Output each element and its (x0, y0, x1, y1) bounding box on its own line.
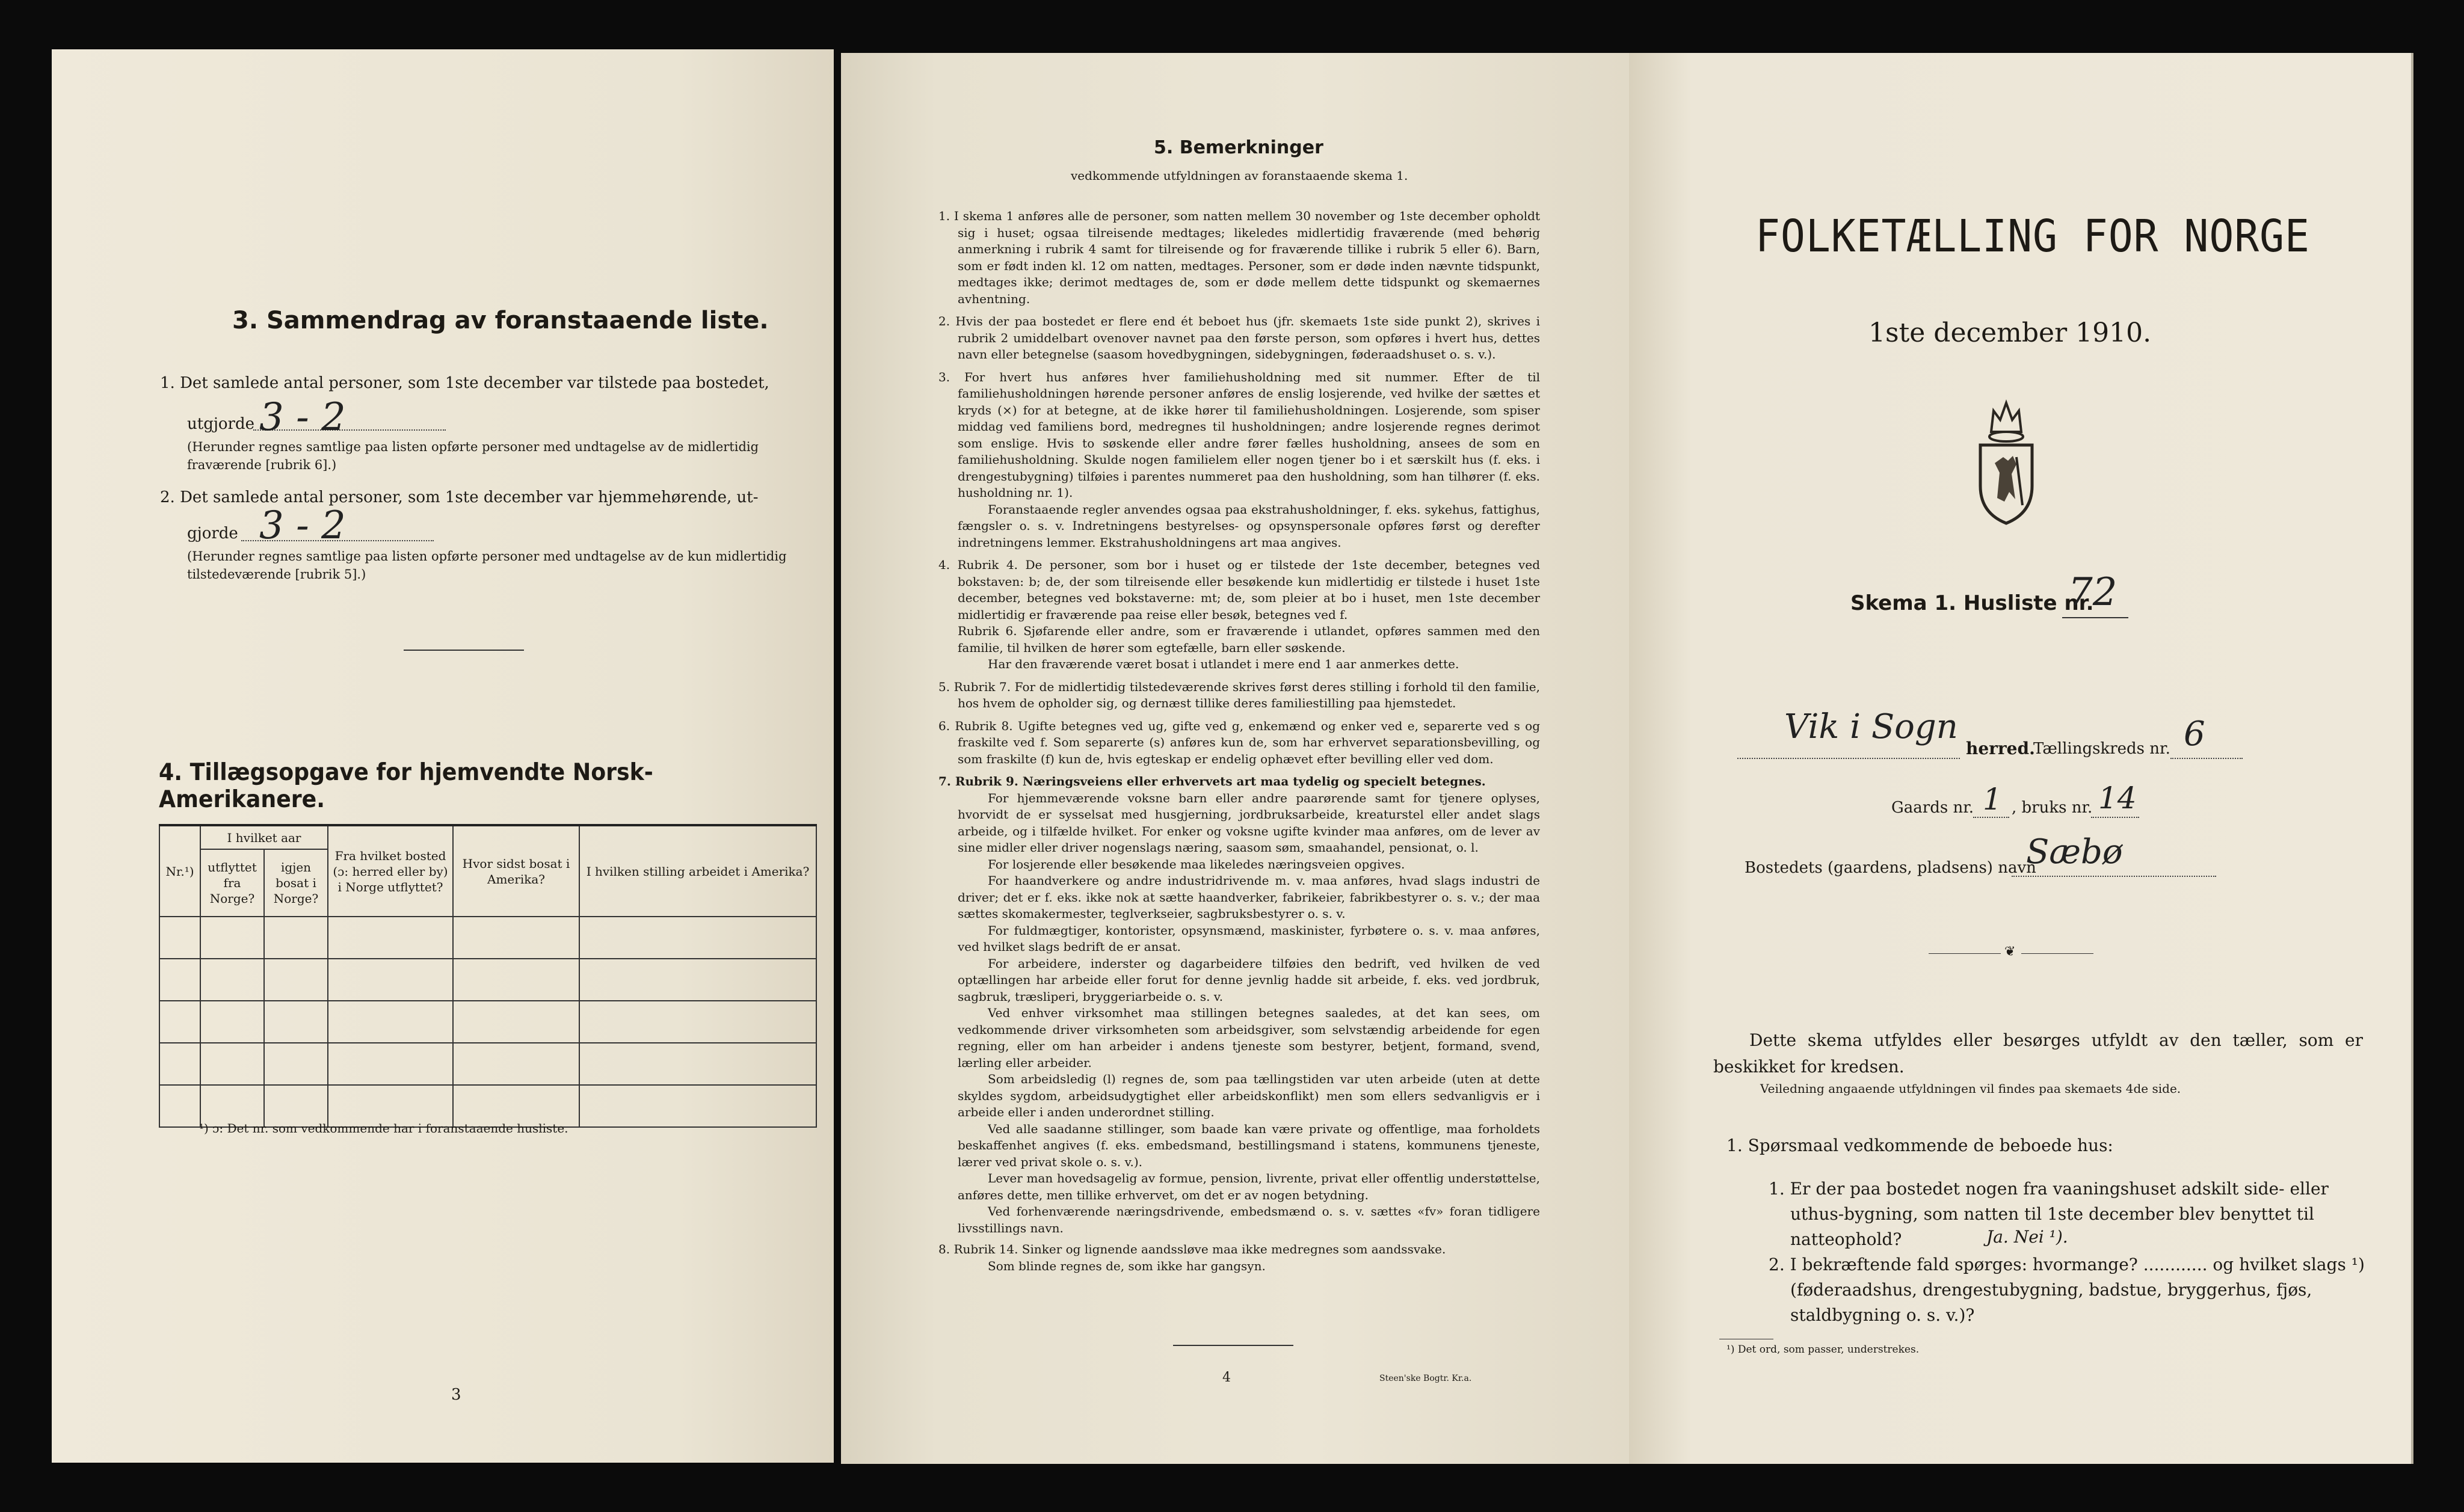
remark-6: 6. Rubrik 8. Ugifte betegnes ved ug, gifte ved g, enkemænd og enker ved e, separerte ved s og fraskilte ved f. Som separerte (s) anføres kun de, som har erhvervet separationsbevilling, og som fraskilte (f) kun de, hvis egteskap er endelig ophævet efter bevilling eller ved dom. (938, 718, 1540, 766)
col-stilling: I hvilken stilling arbeidet i Amerika? (579, 825, 816, 917)
gaards-value: 1 (1983, 782, 2002, 817)
left-footnote: ¹) ɔ: Det nr. som vedkommende har i foranstaaende husliste. (199, 1121, 568, 1136)
table-row (159, 959, 816, 1001)
remark-1: 1. I skema 1 anføres alle de personer, som natten mellem 30 november og 1ste december opholdt sig i huset; ogsaa tilreisende medtages; likeledes midlertidig fraværende (med behørig anmerkning i rubrik 4 samt for tilreisende og for fraværende tillike i rubrik 5 eller 6). Barn, som er født inden kl. 12 om natten, medtages. Personer, som er døde inden nævnte tidspunkt, medtages ikke; derimot medtages de, som er døde mellem dette tidspunkt og skemaernes avhentning. (938, 209, 1540, 306)
bosted-label: Bostedets (gaardens, pladsens) navn (1745, 859, 2036, 877)
col-nr: Nr.¹) (159, 825, 200, 917)
col-fra-bosted: Fra hvilket bosted (ɔ: herred eller by) i Norge utflyttet? (328, 825, 453, 917)
remark-7e: For arbeidere, inderster og dagarbeidere tilføies den bedrift, ved hvilken de ved optællingen har arbeide eller forut for denne jevnlig hadde sit arbeide, f. eks. ved jordbruk, sagbruk, træsliperi, bryggeriarbeide o. s. v. (958, 956, 1540, 1004)
col-utflyttet: utflyttet fra Norge? (200, 849, 264, 917)
ornament-rule-left (1929, 953, 2001, 954)
item2-note: (Herunder regnes samtlige paa listen opførte personer med undtagelse av de kun midlertidig tilstedeværende [rubrik 5].) (187, 549, 787, 582)
remark-7d: For fuldmægtiger, kontorister, opsynsmænd, maskinister, fyrbøtere o. s. v. maa anføres, ved hvilket slags bedrift de er ansat. (958, 923, 1540, 954)
section4-title: 4. Tillægsopgave for hjemvendte Norsk-Amerikanere. (159, 759, 653, 813)
husliste-number: 72 (2068, 570, 2118, 615)
kreds-value: 6 (2184, 715, 2205, 754)
printer-imprint: Steen'ske Bogtr. Kr.a. (1379, 1374, 1472, 1383)
question-1-answer: Ja. Nei ¹). (1984, 1227, 2068, 1247)
question-1: 1. Er der paa bostedet nogen fra vaaningshuset adskilt side- eller uthus-bygning, som natten til 1ste december blev benyttet til natteophold? (1769, 1179, 2329, 1249)
ornament-icon: ❦ (2004, 944, 2016, 959)
husliste-line (2062, 617, 2128, 618)
col-group-aar: I hvilket aar (200, 825, 328, 849)
bruks-value: 14 (2098, 781, 2137, 816)
bosted-dotline (2012, 876, 2216, 877)
intro-note: Veiledning angaaende utfyldningen vil findes paa skemaets 4de side. (1760, 1081, 2181, 1096)
remark-7a: For hjemmeværende voksne barn eller andre paarørende samt for tjenere oplyses, hvorvidt de er sysselsat med husgjerning, jordbruksarbeide, kreaturstel eller andet slags arbeide, og i tilfælde hvilket. For enker og voksne ugifte kvinder maa anføres, om de lever av sine midler eller driver nogenslags næring, saasom søm, smaahandel, pensionat, o. l. (958, 790, 1540, 855)
question-2: 2. I bekræftende fald spørges: hvormange? ............ og hvilket slags ¹) (føderaadshus, drengestubygning, badstue, bryggerhus, fjøs, staldbygning o. s. v.)? (1769, 1255, 2365, 1325)
item1-note: (Herunder regnes samtlige paa listen opførte personer med undtagelse av de midlertidig fraværende [rubrik 6].) (187, 440, 759, 472)
main-title: FOLKETÆLLING FOR NORGE (1755, 211, 2310, 262)
remark-5: 5. Rubrik 7. For de midlertidig tilstedeværende skrives først deres stilling i forhold til den familie, hos hvem de opholder sig, og dernæst tillike deres familiestilling paa hjemstedet. (938, 679, 1540, 710)
table-row (159, 1001, 816, 1043)
remark-2: 2. Hvis der paa bostedet er flere end ét beboet hus (jfr. skemaets 1ste side punkt 2), skrives i rubrik 2 umiddelbart ovenover navnet paa den første person, som opføres i hvert hus, dettes navn eller betegnelse (saasom hovedbygningen, sidebygningen, føderaadshuset o. s. v.). (938, 314, 1540, 361)
left-page (52, 49, 834, 1463)
remark-7b: For losjerende eller besøkende maa likeledes næringsveien opgives. (988, 856, 1405, 871)
remark-8b: Som blinde regnes de, som ikke har gangsyn. (988, 1258, 1266, 1273)
remark-7h: Ved alle saadanne stillinger, som baade kan være private og offentlige, maa forholdets beskaffenhet angives (f. eks. embedsmand, bestillingsmand i statens, kommunens tjeneste, lærer ved privat skole o. s. v.). (958, 1121, 1540, 1169)
bruks-dotline (2091, 817, 2139, 818)
item2-value: 3 - 2 (259, 503, 346, 548)
col-hvor-bosat: Hvor sidst bosat i Amerika? (453, 825, 579, 917)
remark-7g: Som arbeidsledig (l) regnes de, som paa tællingstiden var uten arbeide (uten at dette skyldes sygdom, arbeidsudygtighet eller arbeidskonflikt) men som ellers sedvanligvis er i arbeide eller i anden underordnet stilling. (958, 1072, 1540, 1119)
item1-line: 1. Det samlede antal personer, som 1ste december var tilstede paa bostedet, (160, 374, 769, 392)
item1-prefix: utgjorde (187, 415, 255, 433)
remark-4b: Rubrik 6. Sjøfarende eller andre, som er fraværende i utlandet, opføres sammen med den familie, til hvilken de hører som egtefælle, barn eller søskende. (958, 624, 1540, 655)
bruks-label: , bruks nr. (2012, 799, 2093, 817)
bosted-value: Sæbø (2026, 832, 2123, 871)
remark-7: 7. Rubrik 9. Næringsveiens eller erhvervets art maa tydelig og specielt betegnes. (938, 774, 1486, 788)
gaards-dotline (1973, 817, 2009, 818)
kreds-label: Tællingskreds nr. (2033, 740, 2170, 758)
herred-value: Vik i Sogn (1784, 707, 1958, 746)
item1-value: 3 - 2 (259, 395, 346, 440)
remark-7j: Ved forhenværende næringsdrivende, embedsmænd o. s. v. sættes «fv» foran tidligere livsstillings navn. (958, 1204, 1540, 1235)
remark-7i: Lever man hovedsagelig av formue, pension, livrente, privat eller offentlig understøttelse, anføres dette, men tillike erhvervet, om det er av nogen betydning. (958, 1171, 1540, 1202)
ornament-rule-right (2021, 953, 2093, 954)
section3-title: 3. Sammendrag av foranstaaende liste. (232, 307, 769, 334)
right-footnote: ¹) Det ord, som passer, understrekes. (1726, 1344, 1920, 1356)
table-row (159, 917, 816, 959)
remark-3: 3. For hvert hus anføres hver familiehusholdning med sit nummer. Efter de til familiehusholdningen hørende personer anføres de enslig losjerende, ved hvilke der sættes et kryds (×) for at betegne, at de ikke hører til familiehusholdningen. Losjerende, som spiser middag ved familiens bord, medregnes til husholdningen; andre losjerende regnes derimot som enslige. Hvis to søskende eller andre fører fælles husholdning, ansees de som en familiehusholdning. Skulde nogen familielem eller nogen tjener bo i et særskilt hus (f. eks. i drengestubygning) tilføies i parentes nummeret paa den husholdning, som han tilhører (f. eks. husholdning nr. 1). (938, 369, 1540, 500)
questions-header: 1. Spørsmaal vedkommende de beboede hus: (1726, 1136, 2113, 1155)
remark-8: 8. Rubrik 14. Sinker og lignende aandssløve maa ikke medregnes som aandssvake. (938, 1242, 1446, 1256)
kreds-dotline (2170, 758, 2243, 759)
middle-page (841, 53, 1630, 1464)
remark-7f: Ved enhver virksomhet maa stillingen betegnes saaledes, at det kan sees, om vedkommende driver virksomheten som arbeidsgiver, som selvstændig arbeidende for egen regning, eller om han arbeider i andens tjeneste som bestyrer, betjent, formand, svend, lærling eller arbeider. (958, 1006, 1540, 1070)
herred-dotline (1737, 758, 1960, 759)
separator-rule (404, 650, 524, 651)
remark-7c: For haandverkere og andre industridrivende m. v. maa anføres, hvad slags industri de driver; det er f. eks. ikke nok at sætte haandverker, fabrikeier, fabrikbestyrer o. s. v.; der maa sættes skomakermester, teglverkseier, sagbruksbestyrer o. s. v. (958, 873, 1540, 921)
middle-page-number: 4 (1222, 1370, 1231, 1385)
remark-3b: Foranstaaende regler anvendes ogsaa paa ekstrahusholdninger, f. eks. sykehus, fattighus, fængsler o. s. v. Indretningens bestyrelses- og opsynspersonale opføres først og derefter indretningens lemmer. Ekstrahusholdningens art maa angives. (958, 502, 1540, 550)
norway-coat-of-arms (1973, 390, 2039, 528)
middle-separator (1173, 1345, 1293, 1346)
left-page-number: 3 (451, 1386, 461, 1404)
skema-label: Skema 1. Husliste nr. (1850, 591, 2094, 615)
item2-line: 2. Det samlede antal personer, som 1ste december var hjemmehørende, ut- (160, 488, 759, 506)
herred-label: herred. (1966, 739, 2035, 758)
item2-prefix: gjorde (187, 524, 238, 542)
col-igjen-bosat: igjen bosat i Norge? (264, 849, 328, 917)
bemerkninger-body (938, 208, 1540, 1274)
census-date: 1ste december 1910. (1868, 318, 2152, 348)
norsk-amerikanere-table (159, 824, 817, 1128)
remark-4c: Har den fraværende været bosat i utlandet i mere end 1 aar anmerkes dette. (988, 657, 1459, 671)
bemerkninger-title: 5. Bemerkninger (1154, 137, 1323, 158)
gaards-label: Gaards nr. (1891, 799, 1974, 817)
remark-4: 4. Rubrik 4. De personer, som bor i huset og er tilstede der 1ste december, betegnes ved bokstaven: b; de, der som tilreisende eller besøkende kun midlertidig er tilstede i huset 1ste december, betegnes ved bokstaverne: mt; de, som pleier at bo i huset, men 1ste december midlertidig er fraværende paa reise eller besøk, betegnes ved f. (938, 558, 1540, 622)
bemerkninger-subtitle: vedkommende utfyldningen av foranstaaende skema 1. (1071, 168, 1408, 183)
right-page (1629, 53, 2413, 1464)
intro-text: Dette skema utfyldes eller besørges utfyldt av den tæller, som er beskikket for kredsen. (1713, 1030, 2363, 1077)
table-row (159, 1043, 816, 1085)
